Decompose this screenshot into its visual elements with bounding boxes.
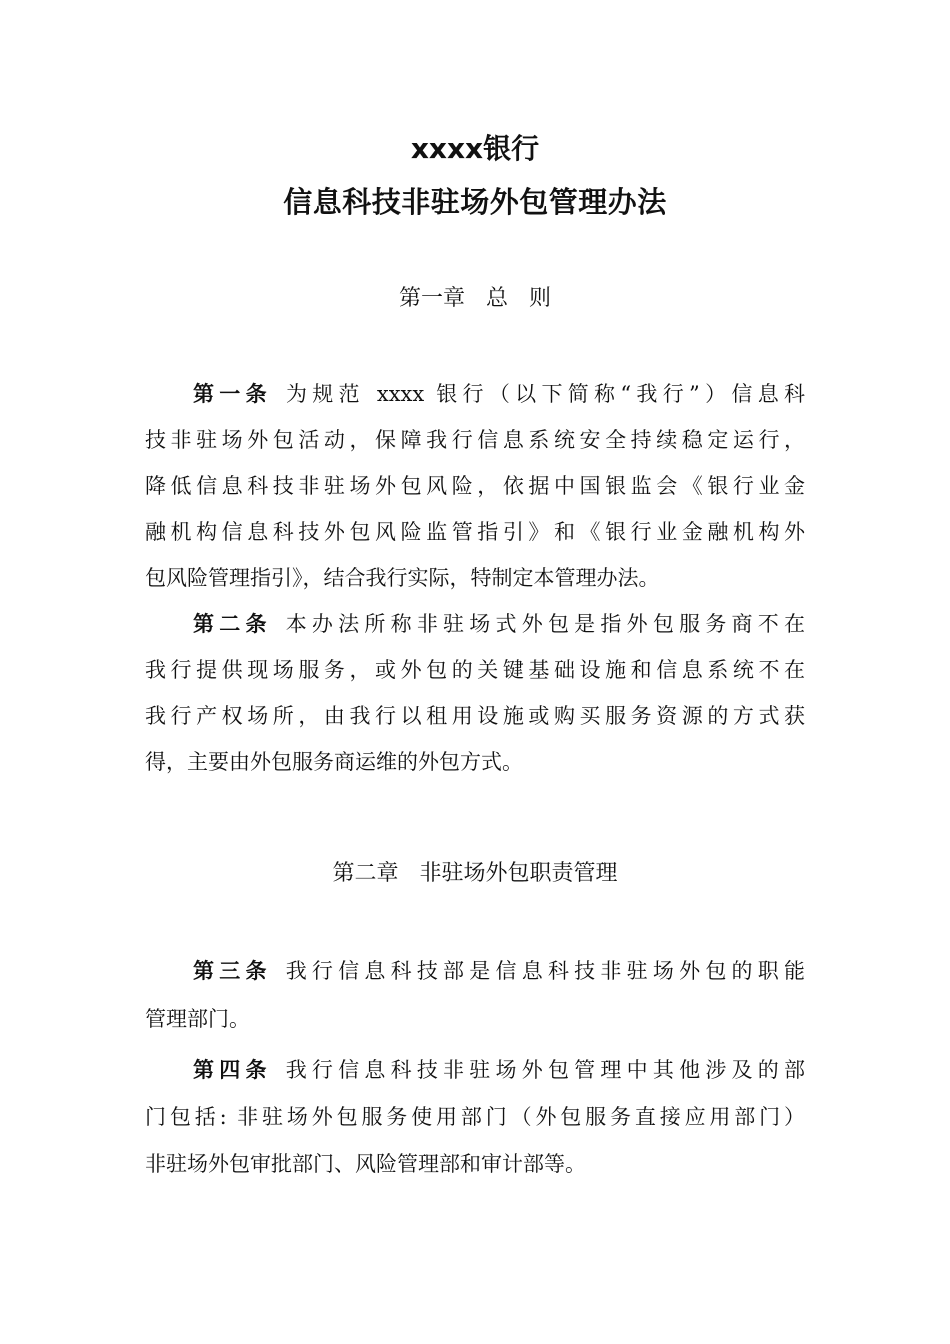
article-1-line-2: 技非驻场外包活动，保障我行信息系统安全持续稳定运行， [145,428,805,452]
article-3-text: 我行信息科技部是信息科技非驻场外包的职能 [285,959,806,983]
article-4-line-2: 门包括: 非驻场外包服务使用部门（外包服务直接应用部门） [145,1105,805,1129]
article-1-line-3: 降低信息科技非驻场外包风险，依据中国银监会《银行业金 [145,474,805,498]
chapter-1-heading: 第一章 总 则 [399,286,551,311]
article-4-label: 第四条 [193,1058,272,1082]
article-3-line-1 [193,956,805,986]
article-2-line-3: 我行产权场所，由我行以租用设施或购买服务资源的方式获 [145,704,805,728]
article-2-text: 本办法所称非驻场式外包是指外包服务商不在 [285,612,806,636]
document-title-line2: 信息科技非驻场外包管理办法 [283,185,667,219]
article-4-line-1 [193,1055,805,1085]
article-1-text: 为规范 xxxx 银行（以下简称“我行”）信息科 [285,382,806,406]
article-1-label: 第一条 [193,382,272,406]
article-1-line-5: 包风险管理指引》，结合我行实际，特制定本管理办法。 [145,566,660,590]
article-3-line-2: 管理部门。 [145,1007,250,1031]
article-4-text: 我行信息科技非驻场外包管理中其他涉及的部 [285,1058,806,1082]
article-1-line-4: 融机构信息科技外包风险监管指引》和《银行业金融机构外 [145,520,805,544]
article-1-line-1 [193,379,805,409]
article-2-label: 第二条 [193,612,272,636]
article-2-line-2: 我行提供现场服务，或外包的关键基础设施和信息系统不在 [145,658,805,682]
article-4-line-3: 非驻场外包审批部门、风险管理部和审计部等。 [145,1152,586,1176]
article-2-line-4: 得，主要由外包服务商运维的外包方式。 [145,750,523,774]
document-title-line1: xxxx银行 [410,132,540,165]
article-2-line-1 [193,609,805,639]
chapter-2-heading: 第二章 非驻场外包职责管理 [332,861,618,886]
article-3-label: 第三条 [193,959,272,983]
